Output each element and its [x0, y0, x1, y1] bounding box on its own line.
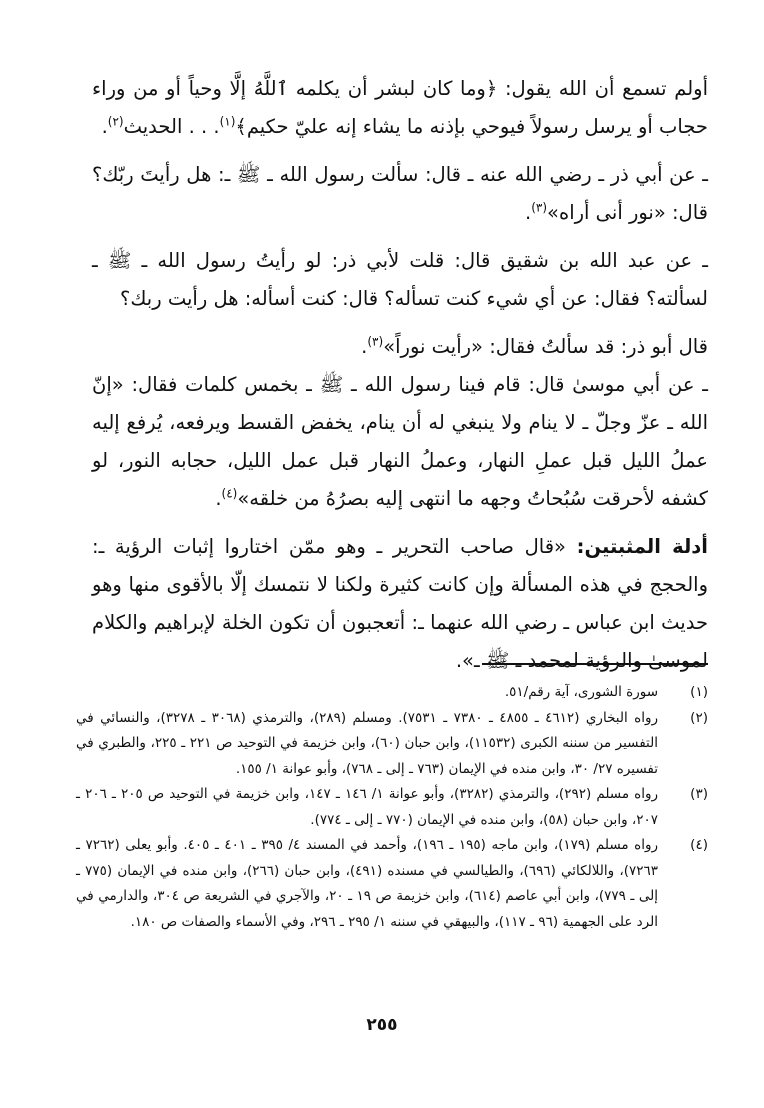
page-number: ٢٥٥	[366, 1015, 398, 1035]
footnote-text: رواه مسلم (٢٩٢)، والترمذي (٣٢٨٢)، وأبو عوانة ١/ ١٤٦ ـ ١٤٧، وابن خزيمة في التوحيد ص ٢٠٥ ـ ٢٠٦ ـ ٢٠٧، وابن حبان (٥٨)، وابن منده في الإيمان (٧٧٠ ـ إلى ـ ٧٧٤).	[76, 786, 659, 828]
footnote-text: سورة الشورى، آية رقم/٥١.	[504, 684, 658, 700]
main-text	[92, 70, 708, 690]
paragraph-abu-dharr-reply: قال أبو ذر: قد سألتُ فقال: «رأيت نوراً»$^{(٣)}$.	[361, 334, 708, 358]
footnotes	[76, 680, 708, 935]
section-heading: أدلة المثبتين:	[576, 535, 708, 558]
footnote	[76, 782, 708, 833]
footnote-number: (١)	[690, 684, 708, 700]
footnote	[76, 833, 708, 935]
paragraph-abu-musa-hadith: ـ عن أبي موسىٰ قال: قام فينا رسول الله ـ ﷺ ـ بخمس كلمات فقال: «إنّ الله ـ عزّ وجلّ ـ لا ينام ولا ينبغي له أن ينام، يخفض القسط ويرفعه، يُرفع إليه عملُ الليل قبل عملِ النهار، وعملُ النهار قبل عمل الليل، حجابه النور، لو كشفه لأحرقت سُبُحاتُ وجهه ما انتهى إليه بصرُهُ من خلقه»$^{(٤)}$.	[92, 373, 708, 510]
footnote-separator	[482, 663, 708, 665]
footnote-ref[interactable]: (٢)	[107, 114, 124, 129]
footnote-number: (٢)	[690, 709, 708, 726]
paragraph-evidence-affirmers: أدلة المثبتين: «قال صاحب التحرير ـ وهو ممّن اختاروا إثبات الرؤية ـ: والحجج في هذه المسألة وإن كانت كثيرة ولكنا لا نتمسك إلّا بالأقوى منها وهو حديث ابن عباس ـ رضي الله عنهما ـ: أتعجبون أن تكون الخلة لإبراهيم والكلام لموسىٰ والرؤية لمحمد ـ ﷺ ـ».	[92, 535, 708, 672]
paragraph-quran-verse: أولم تسمع أن الله يقول: ﴿وما كان لبشر أن يكلمه ٱللَّهُ إلَّا وحياً أو من وراء حجاب أو يرسل رسولاً فيوحي بإذنه ما يشاء إنه عليّ حكيم﴾$^{(١)}$. . . الحديث$^{(٢)}$.	[92, 77, 708, 138]
footnote-number: (٣)	[690, 786, 708, 802]
footnote-text: رواه البخاري (٤٦١٢ ـ ٤٨٥٥ ـ ٧٣٨٠ ـ ٧٥٣١). ومسلم (٢٨٩)، والترمذي (٣٠٦٨ ـ ٣٢٧٨)، والنسائي في التفسير من سننه الكبرى (١١٥٣٢)، وابن حبان (٦٠)، وابن خزيمة في التوحيد ص ٢٢١ ـ ٢٢٥، والطبري في تفسيره ٢٧/ ٣٠، وابن منده في الإيمان (٧٦٣ ـ إلى ـ ٧٦٨)، وأبو عوانة ١/ ١٥٥.	[76, 709, 658, 777]
footnote-ref[interactable]: (٤)	[221, 486, 238, 501]
footnote-ref[interactable]: (١)	[219, 114, 236, 129]
footnote-number: (٤)	[690, 837, 708, 853]
footnote	[76, 680, 708, 706]
footnote	[76, 706, 708, 783]
paragraph-abdullah-shaqiq: ـ عن عبد الله بن شقيق قال: قلت لأبي ذر: لو رأيتُ رسول الله ـ ﷺ ـ لسألته؟ فقال: عن أي شيء كنت تسأله؟ قال: كنت أسأله: هل رأيت ربك؟	[92, 249, 708, 310]
footnote-text: رواه مسلم (١٧٩)، وابن ماجه (١٩٥ ـ ١٩٦)، وأحمد في المسند ٤/ ٣٩٥ ـ ٤٠١ ـ ٤٠٥. وأبو يعلى (٧٢٦٢ ـ ٧٢٦٣)، واللالكائي (٦٩٦)، والطيالسي في مسنده (٤٩١)، وابن حبان (٢٦٦)، وابن منده في الإيمان (٧٧٥ ـ إلى ـ ٧٧٩)، وابن أبي عاصم (٦١٤)، وابن خزيمة ص ١٩ ـ ٢٠، والآجري في الشريعة ص ٣٠٤، والدارمي في الرد على الجهمية (٩٦ ـ ١١٧)، والبيهقي في سننه ١/ ٢٩٥ ـ ٢٩٦، وفي الأسماء والصفات ص ١٨٠.	[76, 837, 659, 930]
paragraph-abu-dharr-hadith: ـ عن أبي ذر ـ رضي الله عنه ـ قال: سألت رسول الله ـ ﷺ ـ: هل رأيتَ ربّك؟ قال: «نور أنى أراه»$^{(٣)}$.	[92, 163, 708, 224]
footnote-ref[interactable]: (٣)	[367, 334, 384, 349]
footnote-ref[interactable]: (٣)	[531, 200, 548, 215]
